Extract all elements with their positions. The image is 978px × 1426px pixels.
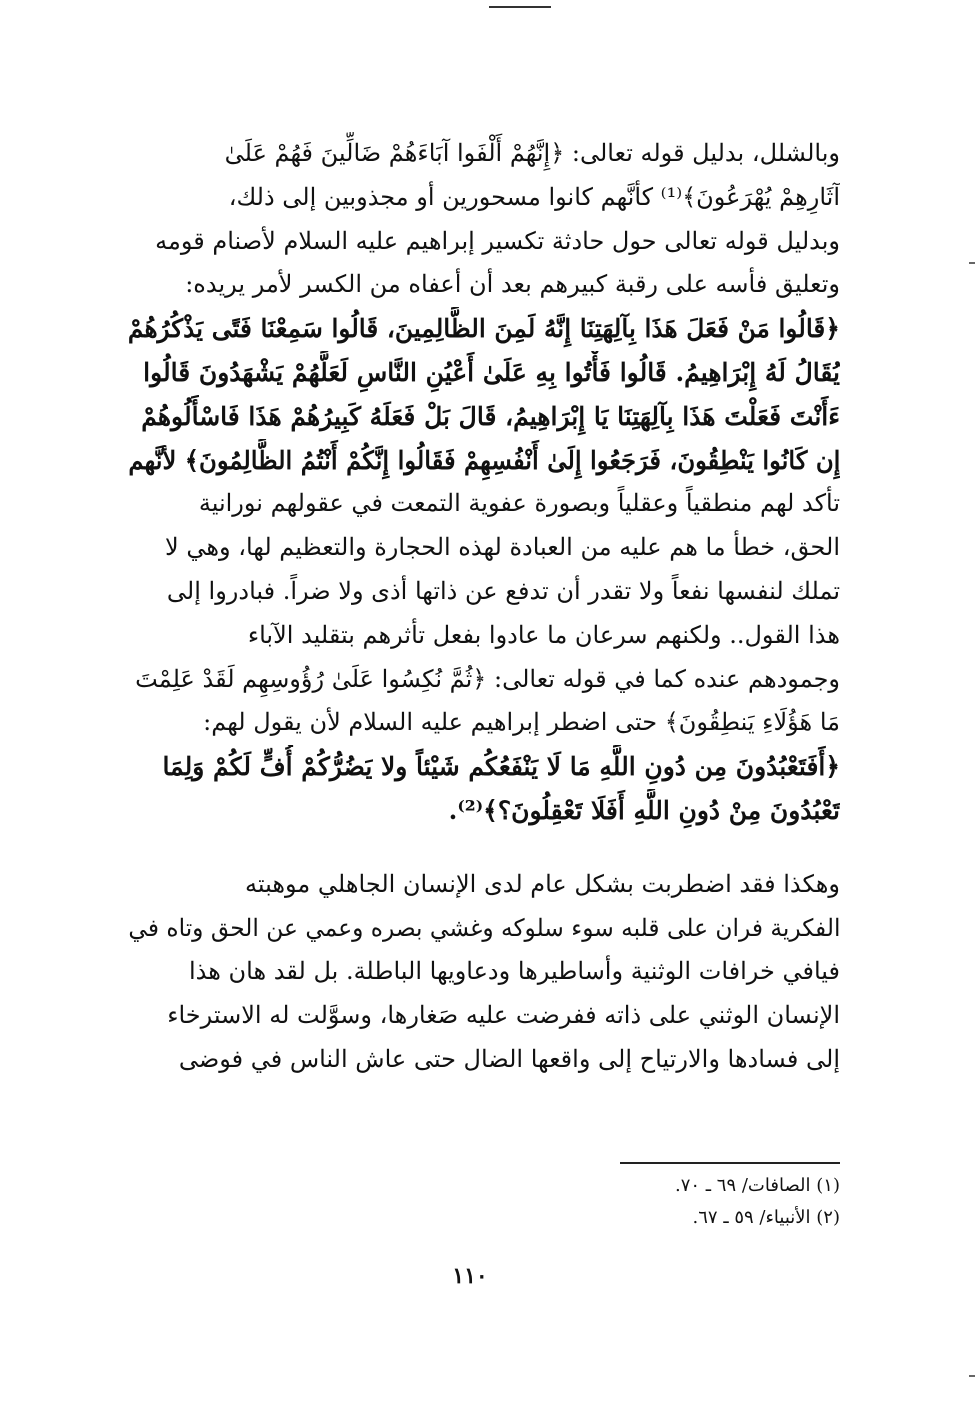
- footnotes: [540, 1170, 840, 1234]
- edge-scan-mark: [969, 262, 975, 264]
- paragraph-2: [128, 863, 840, 1082]
- footnote-1: (١) الصافات/ ٦٩ ـ ٧٠.: [675, 1175, 840, 1196]
- quran-verse-line: إِن كَانُوا يَنْطِقُونَ، فَرَجَعُوا إِلَىٰ أَنْفُسِهِمْ فَقَالُوا إِنَّكُمْ أَنْتُمُ الظَّالِمُونَ﴾ لأنَّهم: [128, 445, 840, 475]
- page-body: [128, 132, 840, 1082]
- edge-scan-mark: [969, 1375, 975, 1377]
- footnote-separator: [620, 1162, 840, 1164]
- text-line: وهكذا فقد اضطربت بشكل عام لدى الإنسان الجاهلي موهبته: [245, 869, 840, 898]
- quran-verse-line: تَعْبُدُونَ مِنْ دُونِ اللَّهِ أَفَلَا تَعْقِلُونَ؟﴾⁽²⁾.: [448, 795, 840, 825]
- text-line: وجمودهم عنده كما في قوله تعالى: ﴿ثُمَّ نُكِسُوا عَلَىٰ رُؤُوسِهِم لَقَدْ عَلِمْتَ: [135, 664, 840, 693]
- page-number: ١١٠: [452, 1263, 488, 1289]
- top-decorative-rule: [489, 6, 551, 8]
- paragraph-1: [128, 132, 840, 833]
- text-line: الفكرية فران على قلبه سوء سلوكه وغشي بصره وعمي عن الحق وتاه في: [128, 913, 840, 942]
- text-line: إلى فسادها والارتياح إلى واقعها الضال حتى عاش الناس في فوضى: [178, 1044, 840, 1073]
- quran-verse-line: ءَأَنْتَ فَعَلْتَ هَذَا بِآلِهَتِنَا يَا إِبْرَاهِيمُ، قَالَ بَلْ فَعَلَهُ كَبِيرُهُمْ هَذَا فَاسْأَلُوهُمْ: [141, 401, 840, 431]
- text-line: وتعليق فأسه على رقبة كبيرهم بعد أن أعفاه من الكسر لأمر يريده:: [185, 270, 840, 299]
- text-line: فيافي خرافات الوثنية وأساطيرها ودعاويها الباطلة. بل لقد هان هذا: [189, 957, 840, 986]
- quran-verse-line: يُقَالُ لَهُ إِبْرَاهِيمُ. قَالُوا فَأْتُوا بِهِ عَلَىٰ أَعْيُنِ النَّاسِ لَعَلَّهُمْ يَشْهَدُونَ قَالُوا: [143, 357, 840, 387]
- text-line: وبدليل قوله تعالى حول حادثة تكسير إبراهيم عليه السلام لأصنام قومه: [155, 226, 840, 255]
- text-line: الحق، خطأ ما هم عليه من العبادة لهذه الحجارة والتعظيم لها، وهي لا: [165, 533, 840, 562]
- text-line: تملك لنفسها نفعاً ولا تقدر أن تدفع عن ذاتها أذى ولا ضراً. فبادروا إلى: [166, 576, 840, 605]
- text-line: وبالشلل، بدليل قوله تعالى: ﴿إِنَّهُمْ أَلْفَوا آبَاءَهُمْ ضَالِّينَ فَهُمْ عَلَىٰ: [224, 139, 840, 167]
- quran-verse-line: ﴿قَالُوا مَنْ فَعَلَ هَذَا بِآلِهَتِنَا إِنَّهُ لَمِنَ الظَّالِمِينَ، قَالُوا سَمِعْنَا فَتًى يَذْكُرُهُمْ: [128, 314, 840, 344]
- quran-verse-line: ﴿أَفَتَعْبُدُونَ مِن دُونِ اللَّهِ مَا لَا يَنْفَعُكُم شَيْئاً ولا يَضُرُّكُمْ أُفٍّ لَكُمْ وَلِمَا: [162, 752, 840, 782]
- text-line: مَا هَؤُلَاءِ يَنطِقُونَ﴾ حتى اضطر إبراهيم عليه السلام لأن يقول لهم:: [203, 708, 840, 737]
- text-line: آثَارِهِمْ يُهْرَعُونَ﴾⁽¹⁾ كأنَّهم كانوا مسحورين أو مجذوبين إلى ذلك،: [228, 182, 840, 211]
- text-line: هذا القول.. ولكنهم سرعان ما عادوا بفعل تأثرهم بتقليد الآباء: [247, 620, 840, 649]
- footnote-2: (٢) الأنبياء/ ٥٩ ـ ٦٧.: [692, 1207, 840, 1228]
- text-line: تأكد لهم منطقياً وعقلياً وبصورة عفوية التمعت في عقولهم نورانية: [198, 489, 840, 518]
- text-line: الإنسان الوثني على ذاته ففرضت عليه صَغارها، وسوَّلت له الاسترخاء: [167, 1001, 840, 1030]
